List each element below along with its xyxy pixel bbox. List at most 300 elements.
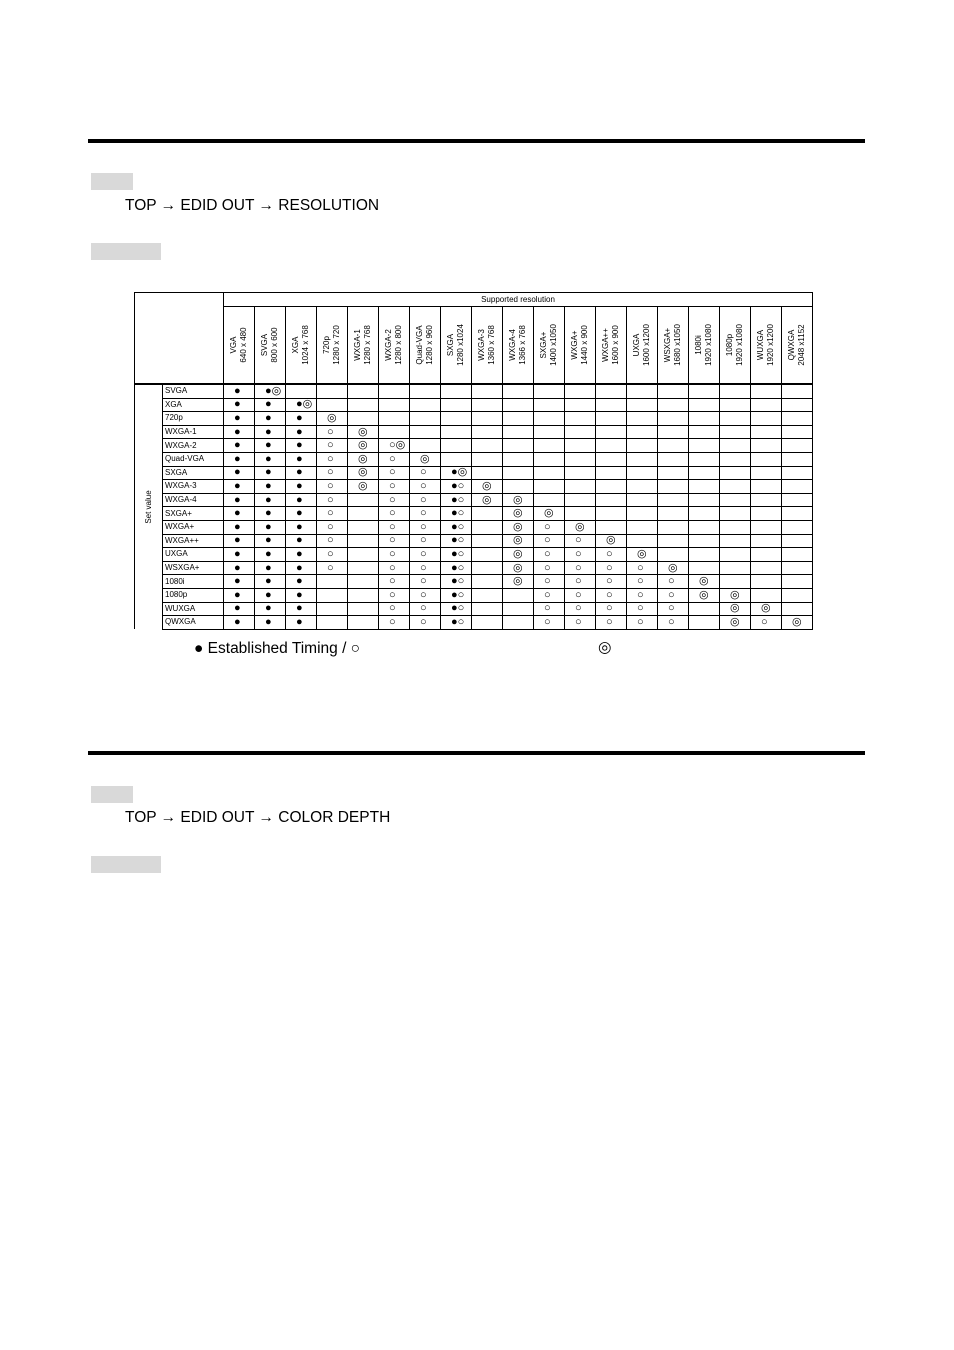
table-cell: ●	[286, 575, 317, 589]
table-cell: ●	[224, 520, 255, 534]
table-cell	[410, 398, 441, 412]
column-header	[596, 307, 627, 385]
table-cell	[627, 384, 658, 398]
table-cell	[596, 452, 627, 466]
table-cell	[596, 466, 627, 480]
table-cell	[689, 520, 720, 534]
table-cell: ●	[224, 466, 255, 480]
table-cell: ○	[410, 466, 441, 480]
table-cell: ●◎	[441, 466, 472, 480]
table-cell	[782, 602, 813, 616]
row-label: WXGA-1	[163, 425, 224, 439]
table-cell	[751, 507, 782, 521]
column-header-text	[477, 325, 497, 365]
table-cell	[348, 534, 379, 548]
column-header	[379, 307, 410, 385]
table-cell: ○	[658, 616, 689, 630]
row-label: WXGA-2	[163, 439, 224, 453]
column-header	[224, 307, 255, 385]
column-name: WUXGA	[756, 329, 765, 361]
table-cell: ○◎	[379, 439, 410, 453]
table-cell: ○	[534, 602, 565, 616]
column-header	[627, 307, 658, 385]
table-cell: ○	[410, 480, 441, 494]
table-cell: ●	[224, 561, 255, 575]
column-header-text	[539, 324, 559, 366]
table-cell	[441, 452, 472, 466]
table-cell: ○	[379, 588, 410, 602]
row-label: UXGA	[163, 548, 224, 562]
column-name: SXGA	[446, 333, 455, 357]
table-cell: ●	[255, 412, 286, 426]
table-cell	[689, 493, 720, 507]
table-cell: ●	[286, 561, 317, 575]
column-header	[503, 307, 534, 385]
table-cell	[379, 384, 410, 398]
row-label: SVGA	[163, 384, 224, 398]
table-cell	[751, 439, 782, 453]
table-cell	[472, 561, 503, 575]
column-resolution: 1920 x1080	[735, 324, 744, 366]
column-header-text	[725, 324, 745, 366]
table-cell: ○	[317, 548, 348, 562]
table-cell: ○	[565, 534, 596, 548]
column-resolution: 1280 x 800	[394, 325, 403, 365]
table-cell	[472, 520, 503, 534]
column-name: WXGA+	[570, 330, 579, 360]
table-cell: ●	[224, 575, 255, 589]
table-cell: ◎	[348, 480, 379, 494]
column-resolution: 1920 x1080	[704, 324, 713, 366]
set-value-header	[135, 384, 163, 629]
table-cell	[751, 452, 782, 466]
table-cell: ●○	[441, 575, 472, 589]
column-header-text	[756, 324, 776, 366]
table-row	[135, 507, 813, 521]
table-cell	[658, 466, 689, 480]
column-header	[472, 307, 503, 385]
table-cell	[472, 548, 503, 562]
legend-text: ● Established Timing / ○	[194, 640, 361, 657]
table-cell	[317, 588, 348, 602]
table-cell	[720, 384, 751, 398]
column-resolution: 1360 x 768	[487, 325, 496, 365]
column-header	[720, 307, 751, 385]
column-name: 1080i	[694, 335, 703, 355]
table-cell	[441, 384, 472, 398]
table-cell	[627, 466, 658, 480]
table-cell	[751, 425, 782, 439]
column-name: WXGA-1	[353, 329, 362, 361]
column-name: WSXGA+	[663, 327, 672, 363]
table-cell	[565, 412, 596, 426]
label-tag-3	[91, 786, 133, 803]
table-cell: ●	[255, 602, 286, 616]
table-cell	[627, 452, 658, 466]
table-cell	[348, 398, 379, 412]
column-name: Quad-VGA	[415, 325, 424, 365]
table-cell: ●○	[441, 493, 472, 507]
table-cell: ●	[255, 588, 286, 602]
table-cell	[317, 575, 348, 589]
table-cell: ◎	[348, 439, 379, 453]
table-cell	[317, 616, 348, 630]
column-resolution: 1366 x 768	[518, 325, 527, 365]
table-cell	[317, 602, 348, 616]
table-cell	[751, 534, 782, 548]
table-cell: ○	[534, 575, 565, 589]
table-cell	[720, 452, 751, 466]
table-cell	[472, 534, 503, 548]
table-cell: ○	[410, 520, 441, 534]
table-cell	[441, 398, 472, 412]
table-cell: ○	[379, 507, 410, 521]
table-cell	[720, 398, 751, 412]
table-cell: ○	[410, 534, 441, 548]
column-header-text	[601, 325, 621, 365]
column-resolution: 1680 x1050	[673, 324, 682, 366]
table-cell	[596, 425, 627, 439]
table-cell: ◎	[503, 575, 534, 589]
table-cell	[503, 412, 534, 426]
label-tag-1	[91, 173, 133, 190]
column-name: WXGA-4	[508, 329, 517, 361]
table-cell: ◎	[503, 534, 534, 548]
table-cell	[751, 384, 782, 398]
table-cell: ○	[534, 534, 565, 548]
table-cell: ●○	[441, 588, 472, 602]
table-cell: ○	[379, 452, 410, 466]
column-header	[565, 307, 596, 385]
table-cell: ◎	[689, 575, 720, 589]
table-cell	[565, 493, 596, 507]
table-cell: ●	[255, 466, 286, 480]
table-cell	[472, 452, 503, 466]
table-cell	[782, 412, 813, 426]
table-cell: ●	[224, 398, 255, 412]
table-cell	[503, 466, 534, 480]
table-cell: ●	[224, 548, 255, 562]
table-corner	[135, 293, 224, 385]
table-cell: ○	[596, 548, 627, 562]
resolution-table	[134, 292, 813, 630]
table-cell	[689, 616, 720, 630]
table-cell	[503, 384, 534, 398]
column-header-text	[570, 325, 590, 365]
column-resolution: 640 x 480	[239, 327, 248, 363]
table-cell: ○	[379, 616, 410, 630]
table-cell: ○	[627, 602, 658, 616]
column-header	[317, 307, 348, 385]
table-cell: ○	[534, 548, 565, 562]
table-cell	[565, 384, 596, 398]
table-cell: ●	[255, 439, 286, 453]
table-cell: ○	[317, 425, 348, 439]
table-cell	[720, 480, 751, 494]
table-row	[135, 561, 813, 575]
table-cell	[689, 561, 720, 575]
table-cell	[689, 534, 720, 548]
table-cell	[658, 384, 689, 398]
table-cell: ●	[255, 493, 286, 507]
table-cell: ●○	[441, 548, 472, 562]
table-cell	[348, 412, 379, 426]
column-header	[286, 307, 317, 385]
table-cell	[410, 412, 441, 426]
table-row	[135, 616, 813, 630]
table-cell	[627, 493, 658, 507]
table-cell	[720, 507, 751, 521]
column-resolution: 800 x 600	[270, 327, 279, 363]
table-cell	[534, 439, 565, 453]
table-cell	[658, 534, 689, 548]
table-cell: ●	[255, 452, 286, 466]
column-resolution: 1280 x1024	[456, 324, 465, 366]
table-row	[135, 520, 813, 534]
table-cell	[658, 425, 689, 439]
table-cell	[503, 480, 534, 494]
table-cell: ●	[286, 412, 317, 426]
table-cell	[534, 480, 565, 494]
column-header	[348, 307, 379, 385]
table-cell: ○	[410, 493, 441, 507]
table-cell	[782, 588, 813, 602]
column-name: 720p	[322, 336, 331, 354]
table-cell	[410, 384, 441, 398]
table-cell: ●	[224, 439, 255, 453]
label-tag-4	[91, 856, 161, 873]
table-cell	[720, 534, 751, 548]
table-cell	[441, 425, 472, 439]
table-cell	[441, 439, 472, 453]
table-cell: ●	[255, 575, 286, 589]
table-cell: ○	[317, 466, 348, 480]
column-name: SVGA	[260, 333, 269, 357]
table-cell: ●	[224, 534, 255, 548]
table-row	[135, 493, 813, 507]
column-name: VGA	[229, 336, 238, 354]
table-cell: ○	[565, 548, 596, 562]
row-label: WXGA+	[163, 520, 224, 534]
column-name: SXGA+	[539, 331, 548, 359]
table-cell	[720, 425, 751, 439]
table-cell: ●	[286, 466, 317, 480]
table-cell: ◎	[751, 602, 782, 616]
table-cell	[596, 439, 627, 453]
table-row	[135, 439, 813, 453]
table-cell: ◎	[720, 602, 751, 616]
table-cell: ○	[596, 575, 627, 589]
table-cell: ○	[565, 575, 596, 589]
table-cell: ○	[751, 616, 782, 630]
table-cell	[348, 561, 379, 575]
table-cell: ○	[410, 588, 441, 602]
table-cell	[627, 439, 658, 453]
column-header	[410, 307, 441, 385]
table-cell: ○	[379, 520, 410, 534]
table-cell	[689, 507, 720, 521]
table-cell	[472, 439, 503, 453]
row-label: 1080p	[163, 588, 224, 602]
column-header-text	[446, 324, 466, 366]
table-cell	[410, 425, 441, 439]
table-row	[135, 384, 813, 398]
table-cell	[782, 493, 813, 507]
table-cell	[472, 398, 503, 412]
column-header	[689, 307, 720, 385]
table-cell: ●	[224, 493, 255, 507]
column-header	[782, 307, 813, 385]
table-cell	[348, 548, 379, 562]
column-name: XGA	[291, 336, 300, 354]
table-cell	[379, 425, 410, 439]
table-cell: ○	[627, 561, 658, 575]
table-cell	[379, 398, 410, 412]
table-cell	[751, 520, 782, 534]
table-cell: ○	[379, 480, 410, 494]
label-tag-2	[91, 243, 161, 260]
table-cell	[627, 412, 658, 426]
table-cell: ○	[658, 588, 689, 602]
table-cell: ●◎	[286, 398, 317, 412]
column-header-text	[229, 327, 249, 362]
table-cell	[317, 398, 348, 412]
table-cell: ◎	[782, 616, 813, 630]
table-cell: ○	[410, 616, 441, 630]
table-cell: ○	[596, 616, 627, 630]
table-cell	[658, 452, 689, 466]
table-cell	[472, 425, 503, 439]
column-resolution: 2048 x1152	[797, 324, 806, 366]
table-cell	[782, 425, 813, 439]
column-resolution: 1280 x 768	[363, 325, 372, 365]
table-cell	[596, 384, 627, 398]
table-cell	[689, 548, 720, 562]
table-cell: ●	[286, 480, 317, 494]
table-cell	[565, 425, 596, 439]
table-cell	[782, 384, 813, 398]
table-cell: ○	[379, 602, 410, 616]
table-cell: ○	[565, 616, 596, 630]
table-cell: ●	[286, 602, 317, 616]
table-cell	[751, 588, 782, 602]
table-cell: ○	[317, 493, 348, 507]
table-cell: ◎	[503, 561, 534, 575]
table-cell	[782, 575, 813, 589]
table-cell: ○	[627, 575, 658, 589]
table-cell: ●	[286, 548, 317, 562]
table-cell: ◎	[472, 480, 503, 494]
table-cell: ●	[255, 534, 286, 548]
table-cell: ●	[255, 616, 286, 630]
table-cell	[751, 548, 782, 562]
table-row	[135, 466, 813, 480]
table-cell: ◎	[658, 561, 689, 575]
row-label: WXGA-4	[163, 493, 224, 507]
table-cell: ◎	[565, 520, 596, 534]
column-name: WXGA++	[601, 328, 610, 362]
table-cell: ●○	[441, 602, 472, 616]
table-cell: ●○	[441, 480, 472, 494]
table-cell	[472, 384, 503, 398]
set-value-label: Set value	[143, 490, 153, 524]
table-cell	[782, 520, 813, 534]
table-cell	[751, 412, 782, 426]
table-cell: ●○	[441, 534, 472, 548]
table-cell	[751, 480, 782, 494]
table-cell	[472, 616, 503, 630]
table-cell: ●	[224, 480, 255, 494]
table-cell: ○	[534, 588, 565, 602]
table-cell	[689, 466, 720, 480]
table-cell	[689, 439, 720, 453]
table-cell	[596, 520, 627, 534]
table-cell: ●	[255, 398, 286, 412]
row-label: XGA	[163, 398, 224, 412]
table-cell: ●	[224, 588, 255, 602]
table-cell	[689, 384, 720, 398]
table-cell	[565, 507, 596, 521]
table-cell	[503, 602, 534, 616]
column-name: WXGA-3	[477, 329, 486, 361]
table-cell	[689, 602, 720, 616]
column-resolution: 1600 x1200	[642, 324, 651, 366]
table-cell	[720, 412, 751, 426]
table-cell: ○	[565, 588, 596, 602]
table-cell: ◎	[627, 548, 658, 562]
table-cell: ◎	[534, 507, 565, 521]
column-header-text	[694, 324, 714, 366]
table-cell	[720, 561, 751, 575]
table-cell: ○	[534, 520, 565, 534]
table-cell: ●	[255, 480, 286, 494]
table-cell	[596, 412, 627, 426]
table-cell: ○	[317, 520, 348, 534]
table-cell	[503, 425, 534, 439]
table-cell: ○	[379, 561, 410, 575]
table-cell	[689, 425, 720, 439]
column-header	[751, 307, 782, 385]
table-cell: ○	[410, 561, 441, 575]
table-row	[135, 425, 813, 439]
table-cell: ◎	[348, 466, 379, 480]
table-cell	[596, 398, 627, 412]
table-row	[135, 398, 813, 412]
table-cell: ○	[317, 561, 348, 575]
table-cell: ●	[286, 534, 317, 548]
table-cell: ○	[596, 602, 627, 616]
table-cell	[565, 466, 596, 480]
table-cell	[782, 548, 813, 562]
table-cell: ○	[317, 534, 348, 548]
row-label: SXGA	[163, 466, 224, 480]
table-cell	[720, 575, 751, 589]
column-resolution: 1280 x 960	[425, 325, 434, 365]
table-cell	[782, 439, 813, 453]
table-cell	[658, 480, 689, 494]
table-cell	[782, 507, 813, 521]
column-header	[255, 307, 286, 385]
table-cell	[658, 398, 689, 412]
table-cell: ○	[627, 616, 658, 630]
table-cell: ○	[379, 493, 410, 507]
table-cell	[534, 412, 565, 426]
table-cell	[472, 466, 503, 480]
column-resolution: 1440 x 900	[580, 325, 589, 365]
table-cell	[410, 439, 441, 453]
menu-path-resolution: TOP → EDID OUT → RESOLUTION	[125, 197, 380, 214]
column-header-text	[508, 325, 528, 365]
